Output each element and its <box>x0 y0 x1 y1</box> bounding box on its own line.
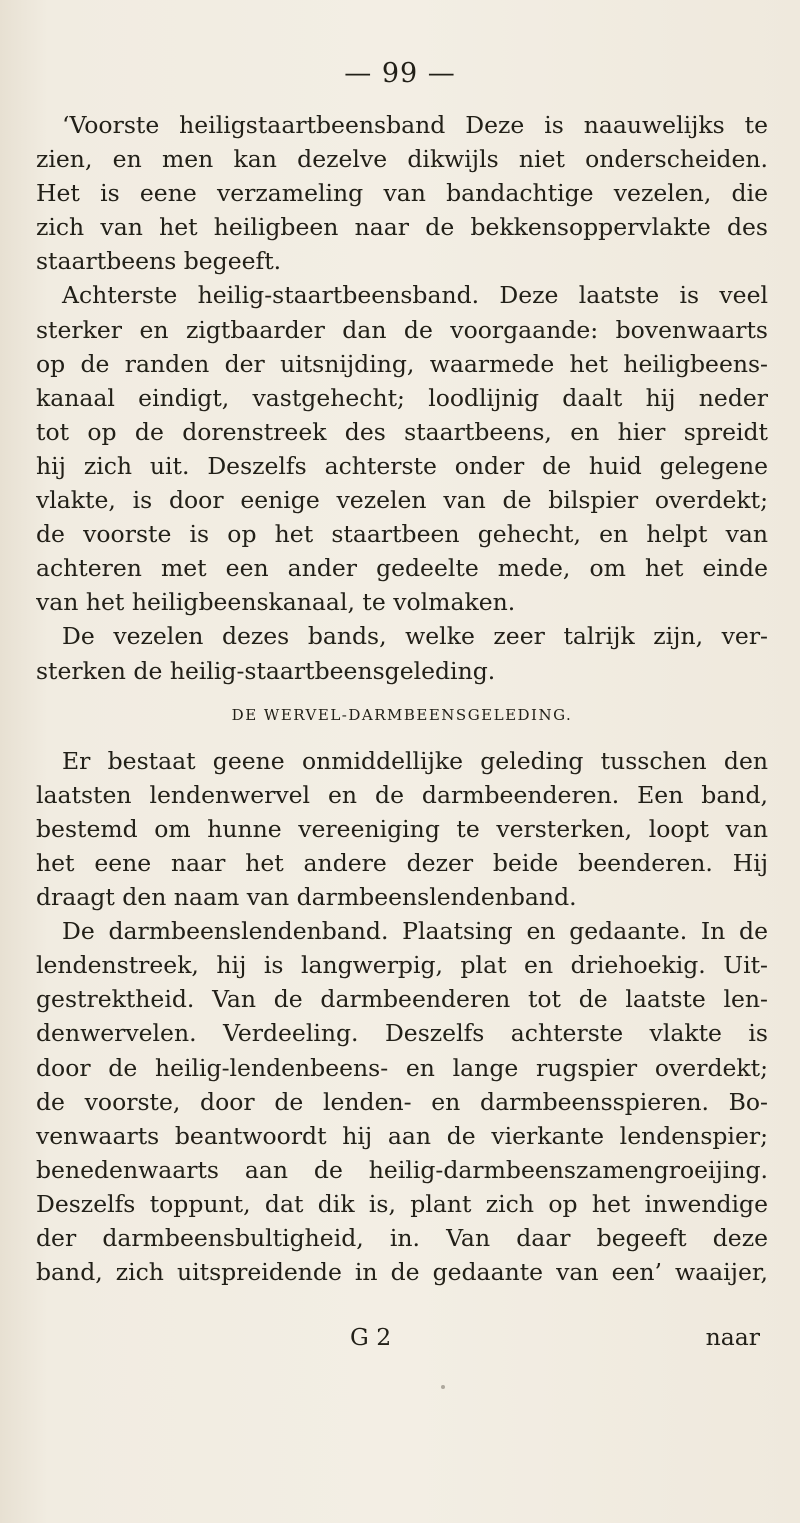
text-line: De darmbeenslendenband. Plaatsing en gedaante. In de <box>62 917 768 946</box>
text-line: ‘Voorste heiligstaartbeensband Deze is naauwelijks te <box>62 111 768 139</box>
text-line: De vezelen dezes bands, welke zeer talrijk zijn, ver- <box>62 622 768 651</box>
text-line: tot op de dorenstreek des staartbeens, en hier spreidt <box>36 417 768 446</box>
text-line: Er bestaat geene onmiddellijke geleding tusschen den <box>62 746 768 775</box>
text-line: van het heiligbeenskanaal, te volmaken. <box>36 588 516 617</box>
text-line: Achterste heilig-staartbeensband. Deze laatste is veel <box>62 281 768 310</box>
text-line: de voorste is op het staartbeen gehecht, en helpt van <box>36 520 768 549</box>
page-footer <box>36 1320 768 1354</box>
section-heading: DE WERVEL-DARMBEENSGELEDING. <box>231 705 573 724</box>
text-line: hij zich uit. Deszelfs achterste onder de huid gelegene <box>36 451 768 480</box>
text-line: venwaarts beantwoordt hij aan de vierkante lendenspier; <box>36 1121 768 1150</box>
page-number: — 99 — <box>344 58 456 89</box>
text-line: vlakte, is door eenige vezelen van de bilspier overdekt; <box>36 486 768 515</box>
text-line: kanaal eindigt, vastgehecht; loodlijnig daalt hij neder <box>36 383 768 412</box>
text-line: draagt den naam van darmbeenslendenband. <box>36 883 577 912</box>
text-line: laatsten lendenwervel en de darmbeenderen. Een band, <box>36 780 768 809</box>
text-line: door de heilig-lendenbeens- en lange rugspier overdekt; <box>36 1053 768 1082</box>
text-line: sterken de heilig-staartbeensgeleding. <box>36 656 496 685</box>
body-text <box>36 108 768 1289</box>
text-line: Deszelfs toppunt, dat dik is, plant zich op het inwendige <box>36 1189 768 1218</box>
catchword: naar <box>705 1323 760 1351</box>
text-line: staartbeens begeeft. <box>36 247 282 276</box>
text-line: benedenwaarts aan de heilig-darmbeenszamengroeijing. <box>36 1155 768 1184</box>
text-line: zich van het heiligbeen naar de bekkensoppervlakte des <box>36 213 768 242</box>
text-line: de voorste, door de lenden- en darmbeensspieren. Bo- <box>36 1087 768 1116</box>
text-line: lendenstreek, hij is langwerpig, plat en driehoekig. Uit- <box>36 951 768 980</box>
text-line: Het is eene verzameling van bandachtige vezelen, die <box>36 179 768 208</box>
text-line: op de randen der uitsnijding, waarmede het heiligbeens- <box>36 349 768 378</box>
text-line: band, zich uitspreidende in de gedaante van een’ waaijer, <box>36 1258 768 1287</box>
text-line: bestemd om hunne vereeniging te versterken, loopt van <box>36 814 768 843</box>
text-line: sterker en zigtbaarder dan de voorgaande: bovenwaarts <box>36 315 768 344</box>
text-line: gestrektheid. Van de darmbeenderen tot de laatste len- <box>36 985 768 1014</box>
text-line: achteren met een ander gedeelte mede, om het einde <box>36 554 768 583</box>
paper-speck <box>441 1385 445 1389</box>
text-line: het eene naar het andere dezer beide beenderen. Hij <box>36 848 768 877</box>
text-line: der darmbeensbultigheid, in. Van daar begeeft deze <box>36 1224 768 1252</box>
text-line: denwervelen. Verdeeling. Deszelfs achterste vlakte is <box>36 1019 768 1048</box>
text-line: zien, en men kan dezelve dikwijls niet onderscheiden. <box>36 145 768 174</box>
signature-mark: G 2 <box>350 1323 392 1351</box>
